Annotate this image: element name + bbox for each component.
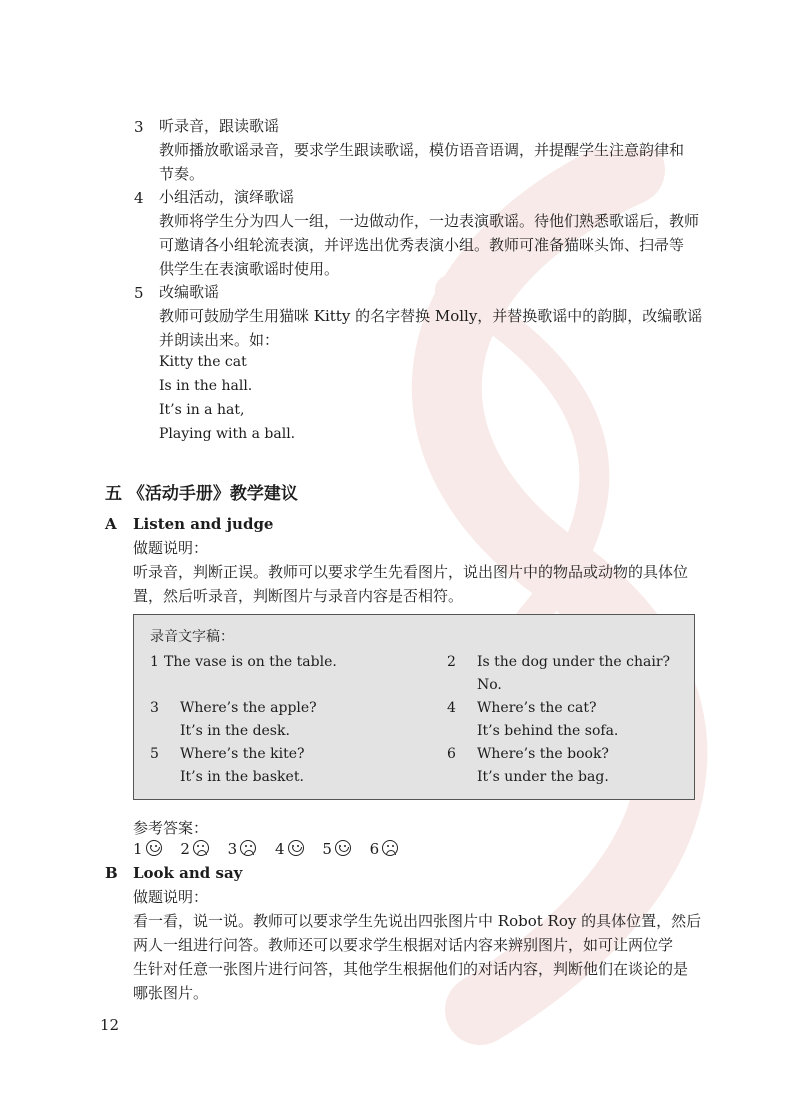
item-answer: It’s behind the sofa.	[477, 723, 619, 739]
instruction-label: 做题说明：	[133, 888, 209, 906]
item-answer: It’s in the basket.	[180, 769, 304, 785]
step-text: 节奏。	[159, 165, 205, 183]
item-number: 1	[150, 654, 159, 670]
rhyme-line: Is in the hall.	[159, 378, 253, 394]
item-number: 5	[150, 746, 159, 762]
answer-item	[370, 840, 399, 858]
instruction-text: 生针对任意一张图片进行问答，其他学生根据他们的对话内容，判断他们在谈论的是	[133, 960, 689, 978]
rhyme-line: Kitty the cat	[159, 354, 247, 370]
answer-number: 6	[369, 840, 380, 858]
rhyme-line: It’s in a hat,	[159, 402, 245, 418]
step-number: 4	[134, 189, 144, 207]
smile-face-icon	[146, 840, 162, 856]
step-title: 小组活动，演绎歌谣	[159, 188, 295, 206]
item-question: Is the dog under the chair?	[477, 654, 671, 670]
sad-face-icon	[240, 840, 256, 856]
step-text: 并朗读出来。如：	[159, 331, 280, 349]
smile-face-icon	[335, 840, 351, 856]
step-title: 改编歌谣	[159, 283, 220, 301]
answer-item	[275, 840, 304, 858]
answer-item	[180, 840, 209, 858]
answer-number: 3	[227, 840, 238, 858]
instruction-text: 两人一组进行问答。教师还可以要求学生根据对话内容来辨别图片，如可让两位学	[133, 936, 674, 954]
answer-item	[322, 840, 351, 858]
instruction-text: 置，然后听录音，判断图片与录音内容是否相符。	[133, 587, 464, 605]
instruction-label: 做题说明：	[133, 539, 209, 557]
item-number: 3	[150, 700, 159, 716]
answer-number: 5	[322, 840, 332, 858]
answer-key	[133, 840, 412, 858]
item-question: The vase is on the table.	[164, 654, 337, 670]
sad-face-icon	[382, 840, 398, 856]
page-number: 12	[100, 1016, 120, 1034]
exercise-title: Listen and judge	[133, 515, 274, 533]
step-text: 供学生在表演歌谣时使用。	[159, 260, 340, 278]
instruction-text: 看一看，说一说。教师可以要求学生先说出四张图片中 Robot Roy 的具体位置，然后	[133, 912, 702, 930]
sad-face-icon	[193, 840, 209, 856]
answer-number: 1	[133, 840, 143, 858]
step-number: 5	[134, 284, 144, 302]
answer-number: 2	[180, 840, 190, 858]
step-text: 教师将学生分为四人一组，一边做动作，一边表演歌谣。待他们熟悉歌谣后，教师	[159, 212, 700, 230]
answer-number: 4	[274, 840, 285, 858]
item-question: Where’s the cat?	[477, 700, 597, 716]
transcript-label: 录音文字稿：	[150, 629, 234, 645]
item-question: Where’s the kite?	[180, 746, 305, 762]
instruction-text: 哪张图片。	[133, 984, 209, 1002]
item-answer: It’s in the desk.	[180, 723, 290, 739]
item-number: 2	[447, 654, 456, 670]
answer-item	[228, 840, 257, 858]
item-answer: It’s under the bag.	[477, 769, 609, 785]
answer-label: 参考答案：	[133, 819, 209, 837]
step-number: 3	[134, 118, 144, 136]
step-text: 教师播放歌谣录音，要求学生跟读歌谣，模仿语音语调，并提醒学生注意韵律和	[159, 141, 685, 159]
item-question: Where’s the book?	[477, 746, 609, 762]
step-title: 听录音，跟读歌谣	[159, 117, 280, 135]
instruction-text: 听录音，判断正误。教师可以要求学生先看图片，说出图片中的物品或动物的具体位	[133, 563, 689, 581]
transcript-box	[133, 614, 695, 800]
exercise-letter: B	[105, 864, 118, 882]
exercise-letter: A	[105, 515, 117, 533]
step-text: 教师可鼓励学生用猫咪 Kitty 的名字替换 Molly，并替换歌谣中的韵脚，改编歌谣	[159, 307, 703, 325]
smile-face-icon	[288, 840, 304, 856]
exercise-title: Look and say	[133, 864, 243, 882]
section-heading: 五 《活动手册》教学建议	[105, 484, 298, 504]
item-answer: No.	[477, 677, 502, 693]
step-text: 可邀请各小组轮流表演，并评选出优秀表演小组。教师可准备猫咪头饰、扫帚等	[159, 236, 685, 254]
rhyme-line: Playing with a ball.	[159, 426, 296, 442]
item-number: 4	[447, 700, 456, 716]
item-question: Where’s the apple?	[180, 700, 317, 716]
answer-item	[133, 840, 162, 858]
item-number: 6	[447, 746, 456, 762]
